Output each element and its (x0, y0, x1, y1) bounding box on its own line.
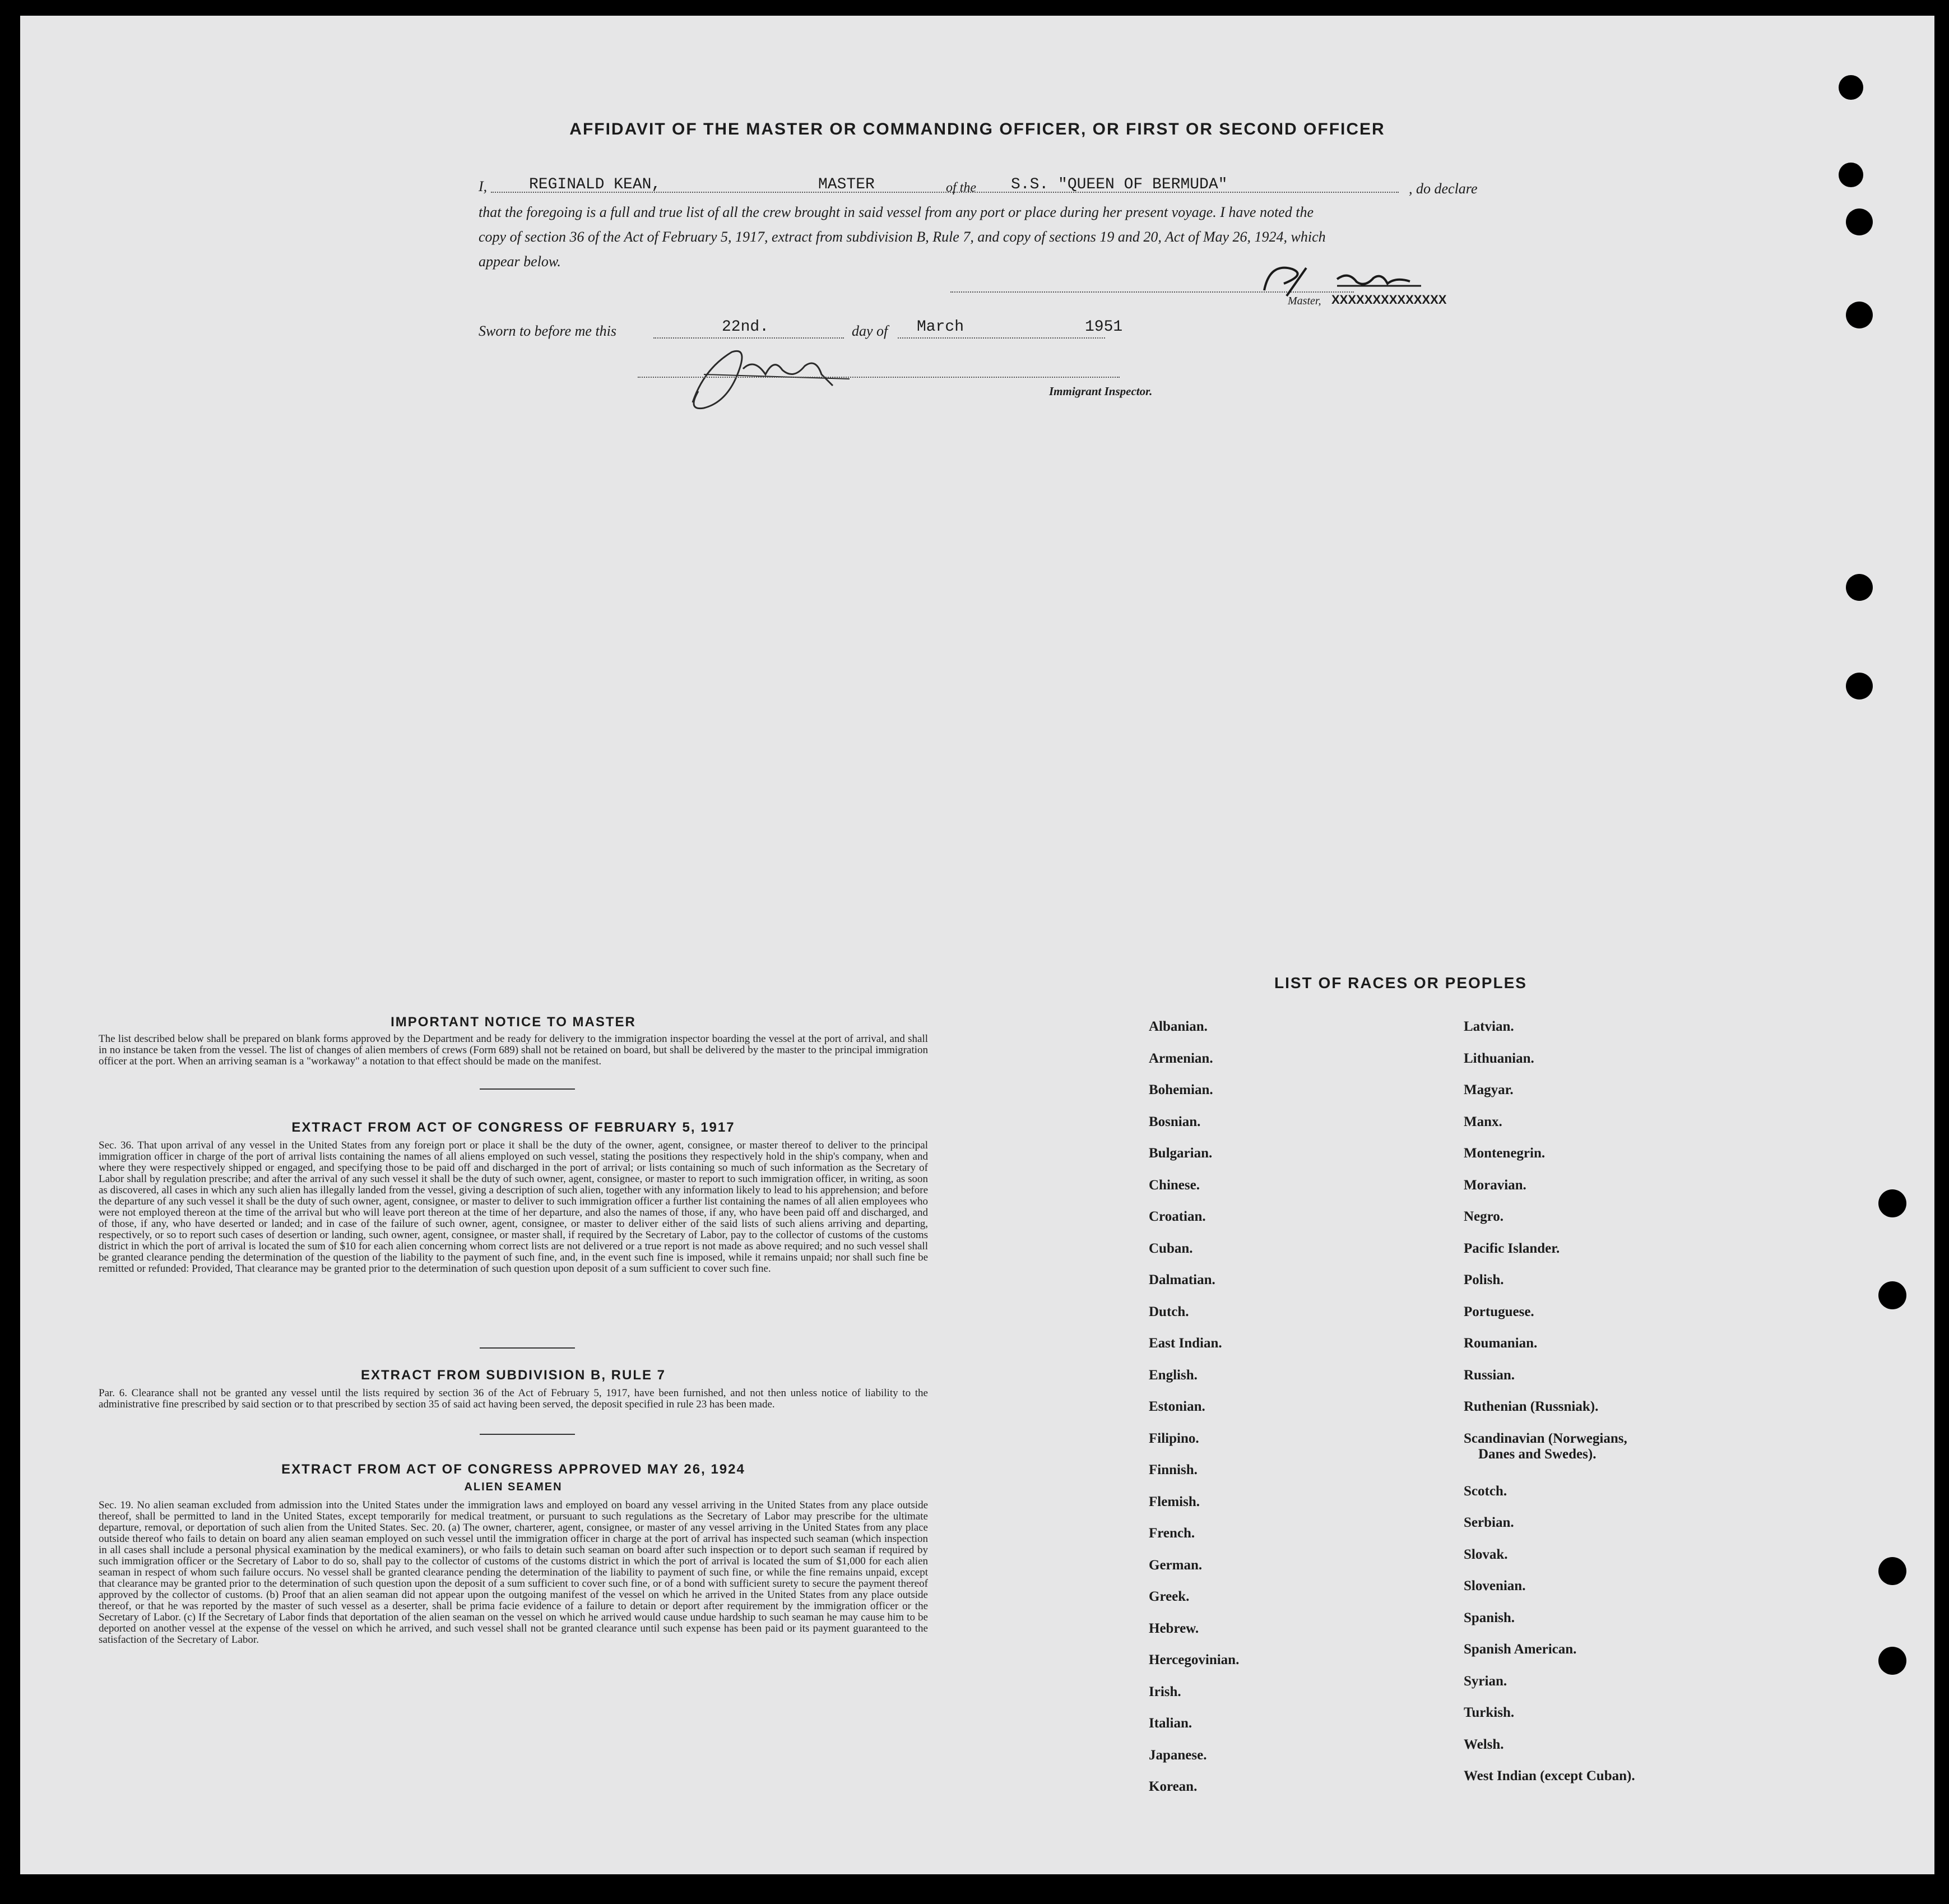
rule-7-heading: EXTRACT FROM SUBDIVISION B, RULE 7 (360, 1368, 666, 1383)
race-item: Montenegrin. (1464, 1146, 1546, 1161)
race-item: Dalmatian. (1149, 1272, 1215, 1287)
race-item: Estonian. (1149, 1399, 1205, 1414)
punch-hole (1878, 1189, 1906, 1217)
race-item: Moravian. (1464, 1177, 1526, 1193)
race-item: English. (1149, 1367, 1198, 1383)
race-item: Scotch. (1464, 1483, 1507, 1499)
race-item: Japanese. (1149, 1747, 1207, 1763)
do-declare-label: , do declare (1409, 180, 1478, 197)
inspector-caption: Immigrant Inspector. (1049, 384, 1153, 398)
races-column-left (1149, 1019, 1239, 1811)
race-item: Roumanian. (1464, 1336, 1538, 1351)
day-of-label: day of (852, 323, 888, 339)
affidavit-title: AFFIDAVIT OF THE MASTER OR COMMANDING OFFICER, OR FIRST OR SECOND OFFICER (569, 120, 1385, 138)
struck-out-title: XXXXXXXXXXXXXX (1331, 293, 1447, 307)
race-item: Negro. (1464, 1209, 1504, 1224)
race-item (1464, 1800, 1635, 1832)
race-item: Cuban. (1149, 1240, 1193, 1256)
declaration-line-2: that the foregoing is a full and true list of all the crew brought in said vessel from any port or place during her present voyage. I have noted the (479, 204, 1314, 220)
race-item: Bulgarian. (1149, 1146, 1213, 1161)
punch-hole (1839, 163, 1863, 187)
race-item-line: Danes and Swedes). (1478, 1446, 1597, 1462)
race-item: French. (1149, 1526, 1195, 1541)
extract-1924-body: Sec. 19. No alien seaman excluded from admission into the United States under the immigration laws and employed on board any vessel arriving in the United States from any place outside thereof, shall be permitted to land in the United States, except temporarily for medical treatment, or pursuant to such regulations as the Secretary of Labor may prescribe for the ultimate departure, removal, or deportation of such alien from the United States. Sec. 20. (a) The owner, charterer, agent, consignee, or master of any vessel arriving in the United States from any place outside thereof who fails to detain on board any alien seaman employed on such vessel until the immigration officer in charge at the port of arrival has inspected such seaman (which inspection in all cases shall include a personal physical examination by the medical examiners), or who fails to detain such seaman on board after such inspection or to deport such seaman if required by such immigration officer or the Secretary of Labor to do so, shall pay to the collector of customs of the customs district in which the port of arrival is located the sum of $1,000 for each alien seaman in respect of whom such failure occurs. No vessel shall be granted clearance pending the determination of the liability to payment of such fine, or while the fine remains unpaid, except that clearance may be granted prior to the determination of such question upon the deposit of a sum sufficient to cover such fine, or of a bond with sufficient surety to secure the payment thereof approved by the collector of customs. (b) Proof that an alien seaman did not appear upon the outgoing manifest of the vessel on which he arrived in the United States from any place outside thereof, or that he was reported by the master of such vessel as a deserter, shall be prima facie evidence of a failure to detain or deport after requirement by the immigration officer or the Secretary of Labor. (c) If the Secretary of Labor finds that deportation of the alien seaman on the vessel on which he arrived would cause undue hardship to such seaman he may cause him to be deported on another vessel at the expense of the vessel on which he arrived, and such vessel shall not be granted clearance until such expense has been paid or its payment guaranteed to the satisfaction of the Secretary of Labor. (99, 1499, 928, 1646)
race-item: Hercegovinian. (1149, 1652, 1240, 1667)
race-item: Dutch. (1149, 1304, 1189, 1319)
month-line (898, 337, 1105, 339)
race-item-line: Scandinavian (Norwegians, (1464, 1430, 1627, 1446)
race-item: Bohemian. (1149, 1082, 1213, 1097)
rule-7-body: Par. 6. Clearance shall not be granted any vessel until the lists required by section 36 of the Act of February 5, 1917, have been furnished, and not then unless notice of liability to the administrative fine prescribed by said section or to that prescribed by section 35 of said act having been served, the deposit specified in rule 23 has been made. (99, 1387, 928, 1410)
race-item: Magyar. (1464, 1082, 1514, 1097)
race-item: Finnish. (1149, 1462, 1198, 1477)
race-item: Armenian. (1149, 1050, 1213, 1066)
race-item: Hebrew. (1149, 1620, 1199, 1636)
race-item: Manx. (1464, 1114, 1502, 1129)
punch-hole (1846, 209, 1873, 235)
extract-1917-heading: EXTRACT FROM ACT OF CONGRESS OF FEBRUARY 5, 1917 (291, 1120, 735, 1135)
race-item: Filipino. (1149, 1430, 1199, 1446)
race-item: Italian. (1149, 1716, 1192, 1731)
punch-hole (1878, 1281, 1906, 1309)
document-page (20, 16, 1934, 1874)
declaration-line-3: copy of section 36 of the Act of February 5, 1917, extract from subdivision B, Rule 7, and copy of sections 19 and 20, Act of May 26, 1924, which (479, 229, 1326, 245)
race-item: Latvian. (1464, 1019, 1514, 1034)
race-item: Slovak. (1464, 1546, 1508, 1562)
race-item: West Indian (except Cuban). (1464, 1768, 1635, 1783)
race-item (1464, 1431, 1635, 1484)
race-item: Greek. (1149, 1589, 1190, 1604)
sworn-label: Sworn to before me this (479, 323, 617, 339)
sworn-year: 1951 (1085, 318, 1123, 336)
master-rank: MASTER (818, 176, 875, 193)
punch-hole (1846, 574, 1873, 601)
race-item: Serbian. (1464, 1515, 1514, 1530)
race-item: Polish. (1464, 1272, 1504, 1287)
race-item: Pacific Islander. (1464, 1240, 1560, 1256)
race-item: Ruthenian (Russniak). (1464, 1399, 1599, 1414)
race-item: Albanian. (1149, 1019, 1208, 1034)
race-item: Portuguese. (1464, 1304, 1534, 1319)
master-name: REGINALD KEAN, (529, 176, 661, 193)
divider (480, 1088, 575, 1090)
of-the-label: of the (946, 180, 976, 195)
race-item: Flemish. (1149, 1494, 1200, 1509)
race-item: German. (1149, 1557, 1203, 1573)
race-item: Bosnian. (1149, 1114, 1201, 1129)
notice-heading: IMPORTANT NOTICE TO MASTER (391, 1014, 636, 1030)
race-item: Irish. (1149, 1684, 1181, 1699)
extract-1917-body: Sec. 36. That upon arrival of any vessel in the United States from any foreign port or place it shall be the duty of the owner, agent, consignee, or master thereof to deliver to the principal immigration officer in charge of the port of arrival lists containing the names of all aliens employed on such vessel, stating the positions they respectively hold in the ship's company, when and where they were respectively shipped or engaged, and specifying those to be paid off and discharged in the port of arrival; or lists containing so much of such information as the Secretary of Labor shall by regulation prescribe; and after the arrival of any such vessel it shall be the duty of such owner, agent, consignee, or master to report to such immigration officer, in writing, as soon as discovered, all cases in which any such alien has illegally landed from the vessel, giving a description of such alien, together with any information likely to lead to his apprehension; and before the departure of any such vessel it shall be the duty of such owner, agent, consignee, or master to deliver to such immigration officer a further list containing the names of all alien employees who were not employed thereon at the time of the arrival but who will leave port thereon at the time of her departure, and also the names of those, if any, who have been paid off and discharged, and of those, if any, who have deserted or landed; and in case of the failure of such owner, agent, consignee, or master to deliver either of the said lists of such aliens arriving and departing, respectively, or so to report such cases of desertion or landing, such owner, agent, consignee, or master shall, if required by the Secretary of Labor, pay to the collector of customs of the customs district in which the port of arrival is located the sum of $10 for each alien concerning whom correct lists are not delivered or a true report is not made as above required; and no such vessel shall be granted clearance pending the determination of the question of the liability to the payment of such fine, and, in the event such fine is imposed, while it remains unpaid; nor shall such fine be remitted or refunded: Provided, That clearance may be granted prior to the determination of such question upon deposit of a sum sufficient to cover such fine. (99, 1139, 928, 1275)
race-item: Turkish. (1464, 1705, 1515, 1720)
race-item: Spanish. (1464, 1610, 1515, 1625)
race-item: Lithuanian. (1464, 1050, 1534, 1066)
divider (480, 1434, 575, 1435)
divider (480, 1347, 575, 1349)
races-heading: LIST OF RACES OR PEOPLES (1274, 974, 1527, 992)
inspector-signature (681, 335, 906, 425)
race-item: Slovenian. (1464, 1578, 1526, 1593)
vessel-name: S.S. "QUEEN OF BERMUDA" (1011, 176, 1228, 193)
master-caption: Master, (1288, 295, 1321, 307)
punch-hole (1846, 302, 1873, 328)
punch-hole (1846, 673, 1873, 699)
race-item: Korean. (1149, 1779, 1198, 1794)
race-item: Russian. (1464, 1367, 1515, 1383)
race-item: Welsh. (1464, 1736, 1504, 1752)
punch-hole (1839, 75, 1863, 100)
alien-seamen-subheading: ALIEN SEAMEN (464, 1481, 563, 1493)
race-item: Croatian. (1149, 1209, 1206, 1224)
declaration-prefix: I, (479, 178, 488, 194)
sworn-day: 22nd. (722, 318, 769, 336)
punch-hole (1878, 1557, 1906, 1585)
race-item: Chinese. (1149, 1177, 1200, 1193)
inspector-line (638, 377, 1120, 378)
punch-hole (1878, 1647, 1906, 1675)
declaration-line-4: appear below. (479, 253, 561, 270)
sworn-month: March (917, 318, 964, 336)
race-item: Spanish American. (1464, 1642, 1577, 1657)
notice-body: The list described below shall be prepared on blank forms approved by the Department and be ready for delivery to the immigration inspector boarding the vessel at the port of arrival, and shall in no instance be taken from the vessel. The list of changes of alien members of crews (Form 689) shall not be retained on board, but shall be delivered by the master to the principal immigration officer at the port. When an arriving seaman is a "workaway" a notation to that effect should be made on the manifest. (99, 1033, 928, 1067)
extract-1924-heading: EXTRACT FROM ACT OF CONGRESS APPROVED MAY 26, 1924 (281, 1462, 745, 1477)
race-item: East Indian. (1149, 1336, 1222, 1351)
race-item: Syrian. (1464, 1673, 1507, 1689)
races-column-right (1464, 1019, 1635, 1832)
